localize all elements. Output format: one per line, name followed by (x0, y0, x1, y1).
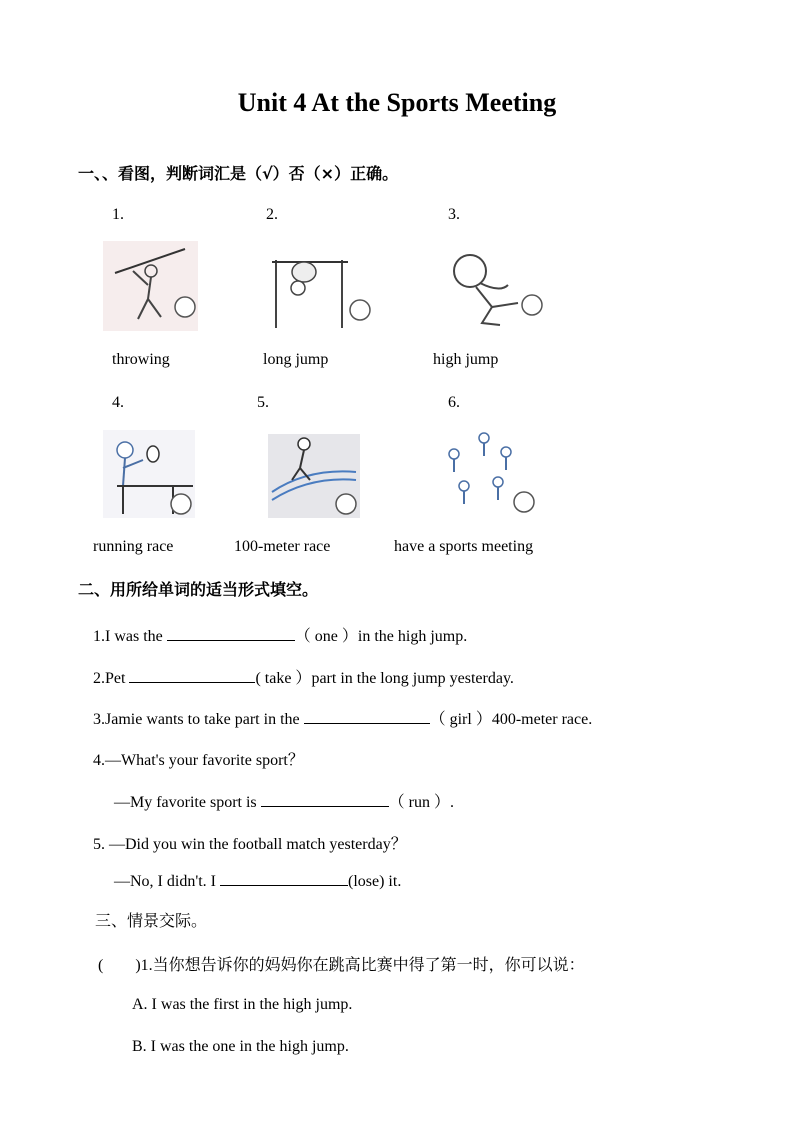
question-line-5 (93, 831, 407, 854)
line-text: 4.—What's your favorite sport？ (93, 752, 304, 769)
answer-blank[interactable] (220, 871, 348, 886)
fill-blank-line-3 (93, 706, 592, 729)
boy-jumping-picture (442, 245, 544, 333)
item-label: running race (93, 538, 174, 555)
line-text: —My favorite sport is (114, 794, 261, 811)
word-hint: (lose) (347, 873, 385, 890)
answer-blank[interactable] (304, 709, 430, 724)
item-number: 5. (257, 394, 269, 411)
answer-bracket[interactable]: ( ) (98, 957, 141, 974)
question-text: 当你想告诉你的妈妈你在跳高比赛中得了第一时，你可以说： (152, 955, 585, 974)
item-number: 2. (266, 206, 278, 223)
section3-heading: 三、情景交际。 (95, 911, 208, 930)
line-text: —No, I didn't. I (114, 873, 220, 890)
item-label: throwing (112, 351, 170, 368)
high-bar-picture (272, 250, 372, 330)
section2-heading: 二、用所给单词的适当形式填空。 (78, 580, 319, 599)
item-label: long jump (263, 351, 329, 368)
fill-blank-line-4 (114, 789, 454, 812)
fill-blank-line-5 (114, 871, 401, 891)
answer-blank[interactable] (129, 668, 255, 683)
table-tennis-picture (103, 430, 195, 518)
word-hint: ( take ） (255, 670, 312, 687)
item-label: have a sports meeting (394, 538, 534, 555)
item-label: 100-meter race (234, 538, 331, 555)
section1-heading: 一、、看图，判断词汇是（√）否（×）正确。 (78, 164, 399, 183)
line-text: it. (384, 873, 402, 890)
item-number: 3. (448, 206, 460, 223)
question-line-4 (93, 747, 304, 770)
line-text: 400-meter race. (491, 711, 593, 728)
line-text: 1.I was the (93, 628, 167, 645)
question-number: 1. (140, 957, 153, 974)
question-1 (98, 952, 585, 975)
item-number: 1. (112, 206, 124, 223)
item-label: high jump (433, 351, 499, 368)
answer-blank[interactable] (167, 626, 295, 641)
fill-blank-line-1 (93, 623, 467, 646)
kids-playing-picture (440, 430, 542, 520)
line-text: . (450, 794, 454, 811)
word-hint: （ run ） (388, 794, 450, 811)
track-runner-picture (268, 434, 360, 518)
word-hint: （ one ） (294, 628, 358, 645)
item-number: 6. (448, 394, 460, 411)
line-text: 5. —Did you win the football match yesterday？ (93, 836, 407, 853)
item-number: 4. (112, 394, 124, 411)
answer-blank[interactable] (261, 792, 389, 807)
page-title: Unit 4 At the Sports Meeting (237, 88, 557, 117)
fill-blank-line-2 (93, 665, 514, 688)
line-text: part in the long jump yesterday. (311, 670, 514, 687)
word-hint: （ girl ） (429, 711, 492, 728)
javelin-throw-picture (103, 241, 198, 331)
line-text: in the high jump. (357, 628, 468, 645)
line-text: 2.Pet (93, 670, 130, 687)
option-a[interactable]: A. I was the first in the high jump. (132, 996, 353, 1013)
option-b[interactable]: B. I was the one in the high jump. (132, 1038, 349, 1055)
line-text: 3.Jamie wants to take part in the (93, 711, 304, 728)
